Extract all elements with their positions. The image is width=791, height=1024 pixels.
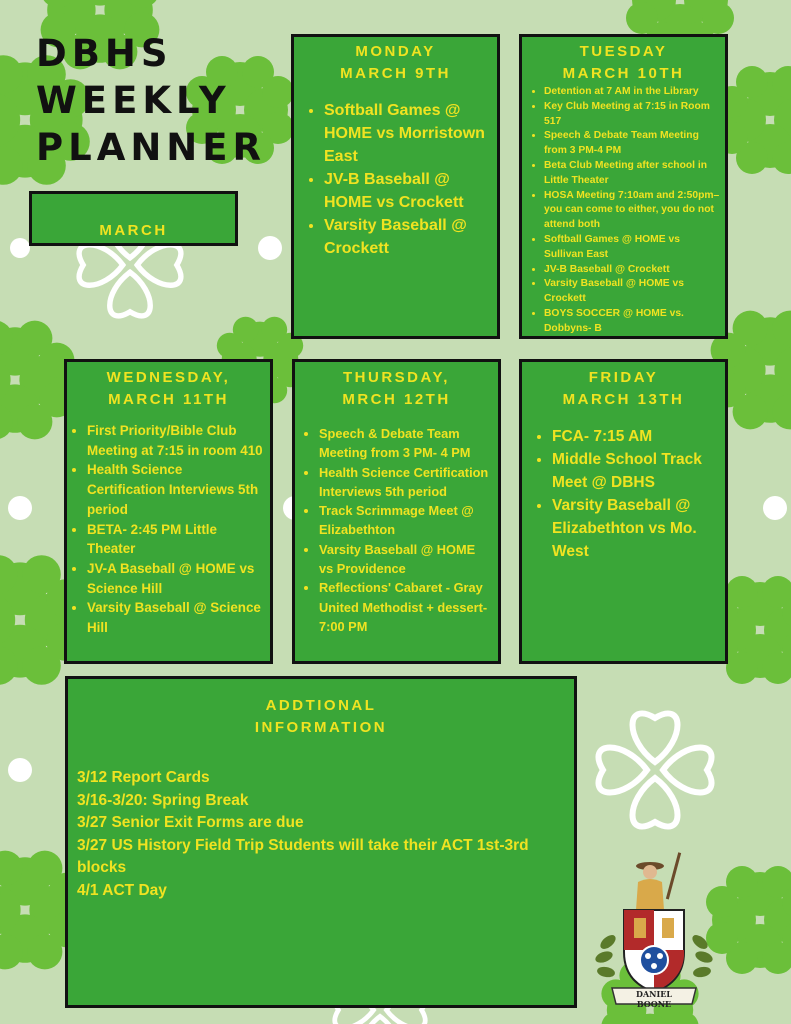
day-date: MARCH 9TH	[340, 65, 451, 82]
list-item: • Middle School Track Meet @ DBHS	[552, 448, 715, 494]
list-item: • Varsity Baseball @ HOME vs Providence	[319, 540, 492, 579]
friday-heading	[522, 367, 725, 411]
list-item: • Varsity Baseball @ Elizabethton vs Mo. West	[552, 494, 715, 563]
list-item: • Softball Games @ HOME vs Morristown East	[324, 99, 487, 168]
list-item: • JV-A Baseball @ HOME vs Science Hill	[87, 559, 264, 598]
friday-list	[522, 425, 725, 563]
list-item: • Beta Club Meeting after school in Little Theater	[544, 159, 721, 189]
list-item: • JV-B Baseball @ HOME vs Crockett	[324, 168, 487, 214]
month-label: MARCH	[99, 222, 168, 239]
day-name: THURSDAY,	[343, 369, 450, 386]
wednesday-heading	[67, 367, 270, 411]
list-item: • Speech & Debate Team Meeting from 3 PM-4 PM	[544, 129, 721, 159]
list-item: • Varsity Baseball @ Science Hill	[87, 598, 264, 637]
day-date: MRCH 12TH	[342, 391, 451, 408]
list-item: • BOYS SOCCER @ HOME vs. Dobbyns- B	[544, 307, 721, 337]
list-item: • Reflections' Cabaret - Gray United Methodist + dessert- 7:00 PM	[319, 578, 492, 636]
day-name: FRIDAY	[588, 369, 659, 386]
monday-heading	[294, 41, 497, 85]
list-item: • Track Scrimmage Meet @ Elizabethton	[319, 501, 492, 540]
day-date: MARCH 13TH	[562, 391, 685, 408]
heading-line: ADDTIONAL	[265, 697, 377, 714]
list-item: • Health Science Certification Interviews 5th period	[87, 460, 264, 519]
info-line: 4/1 ACT Day	[77, 881, 167, 899]
additional-lines	[77, 767, 564, 902]
list-item: • FCA- 7:15 AM	[552, 425, 715, 448]
title-line: DBHS	[36, 32, 173, 75]
title-line: WEEKLY	[36, 79, 231, 122]
daniel-boone-crest-logo	[594, 852, 714, 1012]
wednesday-box	[64, 359, 273, 664]
additional-info-box	[65, 676, 577, 1008]
list-item: • Varsity Baseball @ Crockett	[324, 214, 487, 260]
list-item: • HOSA Meeting 7:10am and 2:50pm–you can come to either, you do not attend both	[544, 189, 721, 233]
list-item: • Key Club Meeting at 7:15 in Room 517	[544, 100, 721, 130]
thursday-heading	[295, 367, 498, 411]
friday-box	[519, 359, 728, 664]
info-line: 3/16-3/20: Spring Break	[77, 791, 249, 809]
info-line: 3/12 Report Cards	[77, 769, 210, 786]
title-line: PLANNER	[36, 126, 267, 169]
thursday-list	[295, 424, 498, 636]
monday-box	[291, 34, 500, 339]
list-item: • Softball Games @ HOME vs Sullivan East	[544, 233, 721, 263]
day-date: MARCH 10TH	[562, 65, 685, 82]
tuesday-box	[519, 34, 728, 339]
tuesday-heading	[522, 41, 725, 85]
day-date: MARCH 11TH	[108, 391, 229, 408]
heading-line: INFORMATION	[254, 719, 388, 736]
tuesday-list	[522, 85, 725, 337]
list-item: • First Priority/Bible Club Meeting at 7:15 in room 410	[87, 421, 264, 460]
info-line: 3/27 US History Field Trip Students will take their ACT 1st-3rd blocks	[77, 836, 529, 876]
day-name: TUESDAY	[579, 43, 668, 60]
monday-list	[294, 99, 497, 260]
list-item: • Health Science Certification Interviews 5th period	[319, 463, 492, 502]
list-item: • Detention at 7 AM in the Library	[544, 85, 721, 100]
list-item: • BETA- 2:45 PM Little Theater	[87, 520, 264, 559]
list-item: • JV-B Baseball @ Crockett	[544, 263, 721, 278]
thursday-box	[292, 359, 501, 664]
wednesday-list	[67, 421, 270, 638]
additional-heading	[68, 695, 574, 739]
list-item: • Speech & Debate Team Meeting from 3 PM- 4 PM	[319, 424, 492, 463]
list-item: • Varsity Baseball @ HOME vs Crockett	[544, 277, 721, 307]
planner-title	[36, 30, 267, 171]
day-name: WEDNESDAY,	[106, 369, 231, 386]
crest-banner-text: DANIEL BOONE	[636, 989, 672, 1009]
info-line: 3/27 Senior Exit Forms are due	[77, 814, 304, 831]
month-box	[29, 191, 238, 246]
day-name: MONDAY	[355, 43, 436, 60]
